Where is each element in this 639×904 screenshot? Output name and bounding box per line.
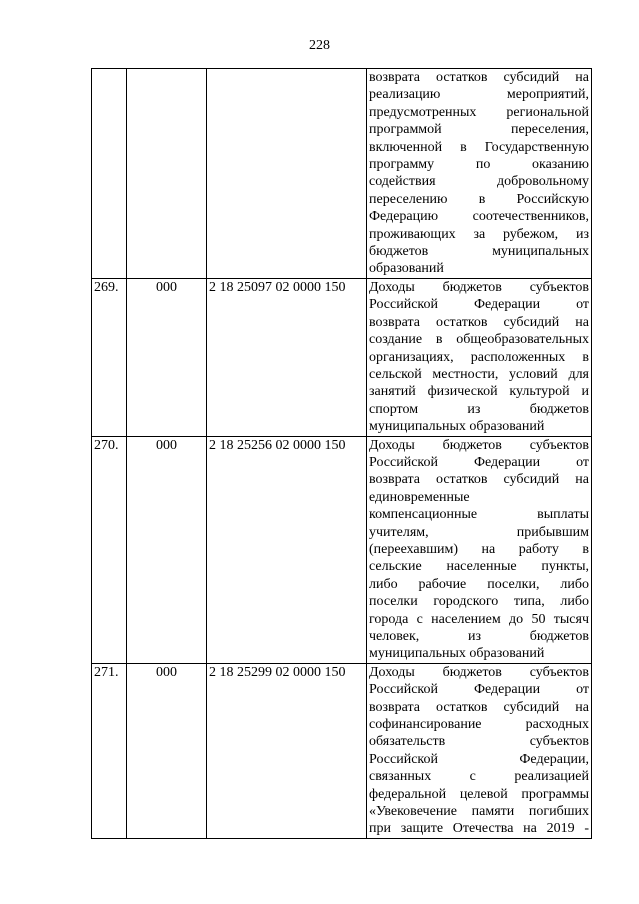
- description-line: переселению в Российскую: [369, 191, 589, 207]
- row-number: 269.: [92, 278, 127, 436]
- description-line: (переехавшим) на работу в: [369, 541, 589, 557]
- description-line: единовременные: [369, 489, 470, 505]
- description-line: проживающих за рубежом, из: [369, 226, 589, 242]
- description-line: либо рабочие поселки, либо: [369, 576, 589, 592]
- income-description: [367, 278, 592, 436]
- description-line: софинансирование расходных: [369, 717, 589, 733]
- description-line: реализацию мероприятий,: [369, 87, 589, 103]
- description-line: Доходы бюджетов субъектов: [369, 279, 589, 295]
- description-line: возврата остатков субсидий на: [369, 699, 589, 715]
- description-line: включенной в Государственную: [369, 139, 589, 155]
- description-line: программой переселения,: [369, 122, 589, 138]
- description-line: организациях, расположенных в: [369, 349, 589, 365]
- description-line: учителям, прибывшим: [369, 524, 589, 540]
- description-line: возврата остатков субсидий на: [369, 70, 589, 85]
- description-line: федеральной целевой программы: [369, 786, 589, 802]
- table-row: [92, 663, 592, 838]
- admin-code: [127, 69, 207, 279]
- description-line: возврата остатков субсидий на: [369, 472, 589, 488]
- income-description: [367, 663, 592, 838]
- description-line: компенсационные выплаты: [369, 507, 589, 523]
- description-line: предусмотренных региональной: [369, 104, 589, 120]
- description-line: содействия добровольному: [369, 174, 589, 190]
- table-row: [92, 278, 592, 436]
- budget-classification-code: 2 18 25299 02 0000 150: [207, 663, 367, 838]
- budget-classification-code: 2 18 25097 02 0000 150: [207, 278, 367, 436]
- description-line: возврата остатков субсидий на: [369, 314, 589, 330]
- page-number: 228: [309, 38, 330, 53]
- description-line: города с населением до 50 тысяч: [369, 611, 589, 627]
- budget-classification-code: [207, 69, 367, 279]
- description-line: связанных с реализацией: [369, 769, 589, 785]
- description-line: Российской Федерации от: [369, 454, 589, 470]
- description-line: занятий физической культурой и: [369, 384, 589, 400]
- description-line: Федерацию соотечественников,: [369, 209, 589, 225]
- table-row: [92, 69, 592, 279]
- description-line: Российской Федерации от: [369, 297, 589, 313]
- description-line: Российской Федерации,: [369, 751, 589, 767]
- description-line: муниципальных образований: [369, 646, 545, 662]
- description-line: поселки городского типа, либо: [369, 594, 589, 610]
- admin-code: 000: [127, 278, 207, 436]
- row-number: [92, 69, 127, 279]
- income-description: [367, 69, 592, 279]
- description-line: сельские населенные пункты,: [369, 559, 589, 575]
- admin-code: 000: [127, 436, 207, 663]
- row-number: 271.: [92, 663, 127, 838]
- description-line: муниципальных образований: [369, 419, 545, 435]
- description-line: человек, из бюджетов: [369, 629, 589, 644]
- description-line: создание в общеобразовательных: [369, 332, 589, 348]
- description-line: программу по оказанию: [369, 157, 589, 173]
- budget-classification-code: 2 18 25256 02 0000 150: [207, 436, 367, 663]
- description-line: сельской местности, условий для: [369, 366, 589, 382]
- description-line: Российской Федерации от: [369, 682, 589, 698]
- admin-code: 000: [127, 663, 207, 838]
- description-line: при защите Отечества на 2019 -: [369, 821, 589, 837]
- description-line: обязательств субъектов: [369, 734, 589, 750]
- description-line: «Увековечение памяти погибших: [369, 804, 589, 820]
- description-line: Доходы бюджетов субъектов: [369, 437, 589, 453]
- income-description: [367, 436, 592, 663]
- row-number: 270.: [92, 436, 127, 663]
- description-line: образований: [369, 261, 444, 277]
- description-line: бюджетов муниципальных: [369, 244, 589, 260]
- budget-income-table: [91, 68, 592, 839]
- table-row: [92, 436, 592, 663]
- description-line: спортом из бюджетов: [369, 401, 589, 417]
- description-line: Доходы бюджетов субъектов: [369, 664, 589, 680]
